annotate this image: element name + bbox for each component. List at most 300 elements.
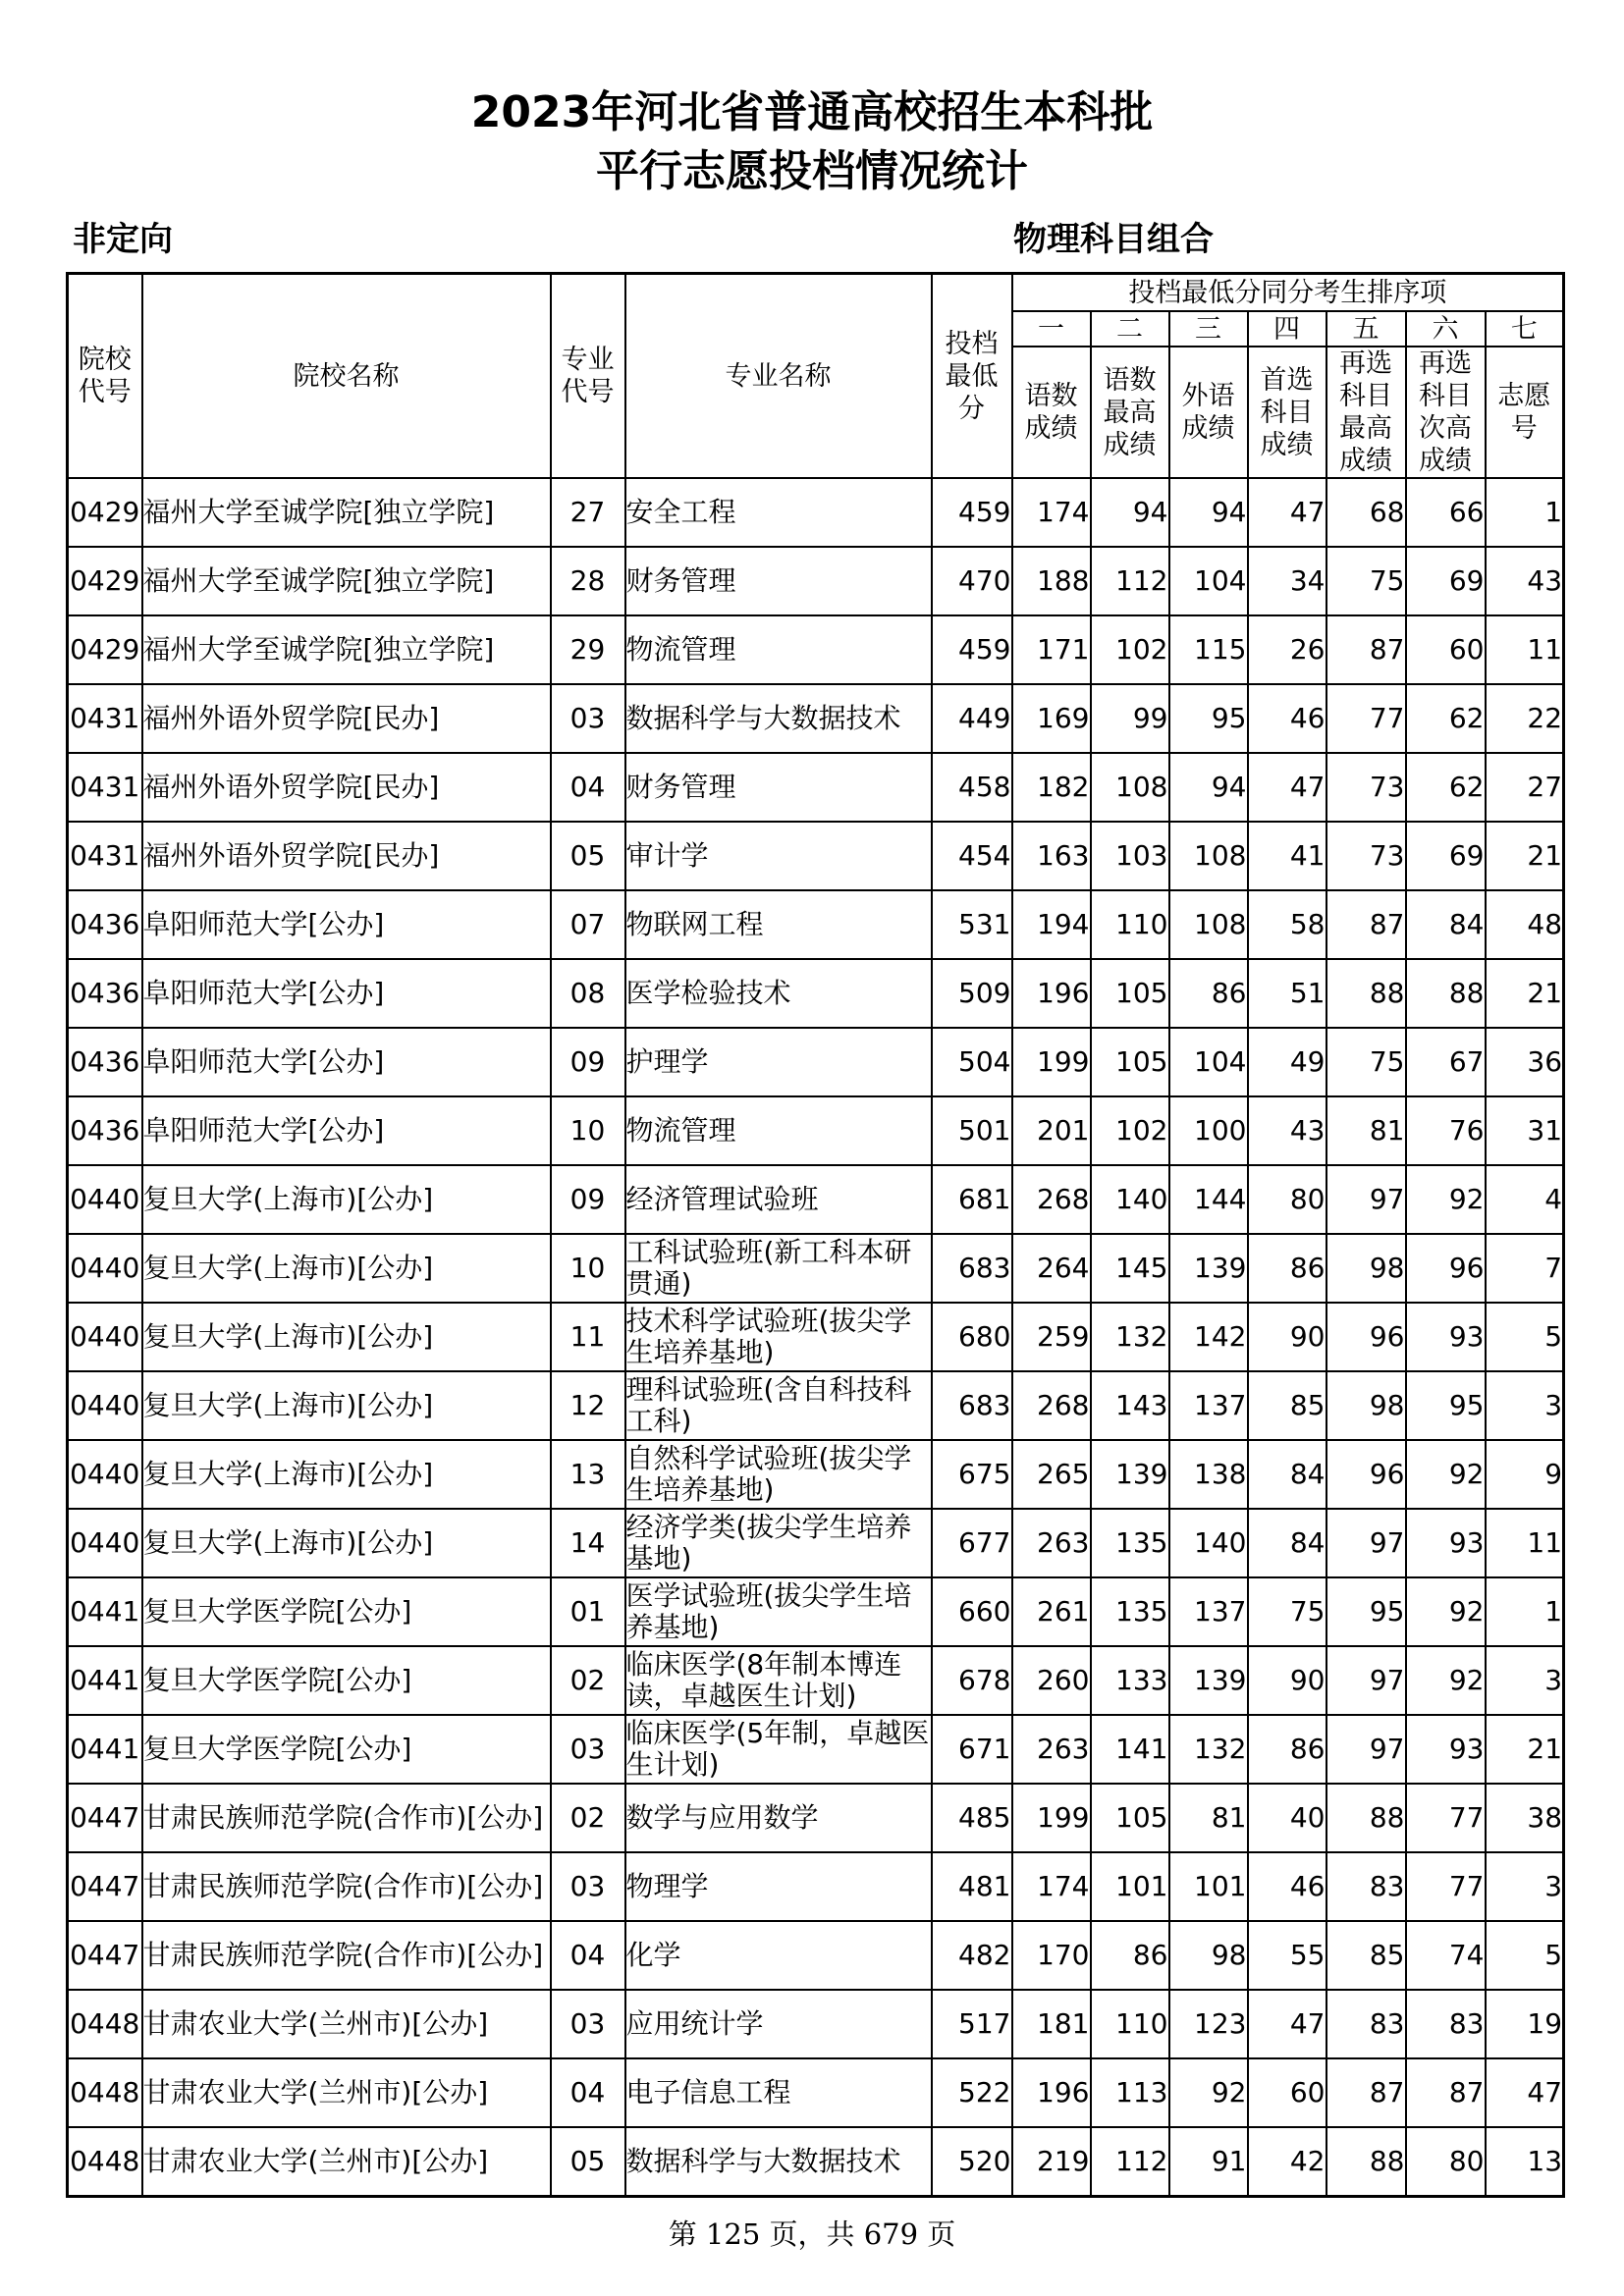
cell-chinese-math-max: 94: [1091, 478, 1169, 547]
cell-min-score: 531: [932, 890, 1012, 959]
cell-school-name: 甘肃民族师范学院(合作市)[公办]: [142, 1921, 551, 1990]
cell-major-code: 27: [551, 478, 625, 547]
cell-major-name: 经济管理试验班: [625, 1165, 932, 1234]
cell-chinese-math-max: 140: [1091, 1165, 1169, 1234]
cell-min-score: 677: [932, 1509, 1012, 1577]
cell-chinese-math-max: 139: [1091, 1440, 1169, 1509]
cell-school-name: 甘肃农业大学(兰州市)[公办]: [142, 2127, 551, 2196]
header-col-label: 志愿号: [1486, 347, 1564, 478]
cell-foreign-lang-score: 144: [1169, 1165, 1248, 1234]
table-row: [68, 684, 1564, 753]
cell-elective-max: 88: [1326, 959, 1406, 1028]
cell-foreign-lang-score: 104: [1169, 547, 1248, 615]
table-row: [68, 1509, 1564, 1577]
cell-min-score: 485: [932, 1784, 1012, 1852]
cell-major-code: 04: [551, 2058, 625, 2127]
cell-foreign-lang-score: 108: [1169, 890, 1248, 959]
cell-min-score: 671: [932, 1715, 1012, 1784]
cell-first-subject-score: 46: [1248, 684, 1326, 753]
cell-foreign-lang-score: 95: [1169, 684, 1248, 753]
cell-elective-max: 81: [1326, 1096, 1406, 1165]
cell-major-code: 10: [551, 1096, 625, 1165]
cell-chinese-math-score: 194: [1012, 890, 1091, 959]
table-row: [68, 1028, 1564, 1096]
cell-chinese-math-max: 145: [1091, 1234, 1169, 1303]
cell-elective-second: 88: [1406, 959, 1486, 1028]
cell-elective-second: 93: [1406, 1303, 1486, 1371]
page-title-line1: 2023年河北省普通高校招生本科批: [470, 87, 1154, 137]
header-col-num: 二: [1091, 311, 1169, 347]
cell-chinese-math-max: 102: [1091, 615, 1169, 684]
cell-major-name: 理科试验班(含自科技科工科): [625, 1371, 932, 1440]
cell-min-score: 509: [932, 959, 1012, 1028]
table-row: [68, 1165, 1564, 1234]
cell-major-code: 14: [551, 1509, 625, 1577]
cell-major-name: 临床医学(8年制本博连读，卓越医生计划): [625, 1646, 932, 1715]
header-col-num: 一: [1012, 311, 1091, 347]
cell-school-code: 0429: [68, 478, 142, 547]
cell-elective-second: 76: [1406, 1096, 1486, 1165]
cell-school-code: 0436: [68, 1096, 142, 1165]
cell-chinese-math-max: 105: [1091, 1784, 1169, 1852]
cell-foreign-lang-score: 94: [1169, 478, 1248, 547]
cell-elective-max: 98: [1326, 1371, 1406, 1440]
header-major-code: 专业代号: [551, 274, 625, 479]
table-row: [68, 1234, 1564, 1303]
cell-major-code: 07: [551, 890, 625, 959]
cell-min-score: 481: [932, 1852, 1012, 1921]
cell-major-name: 审计学: [625, 822, 932, 890]
cell-chinese-math-score: 174: [1012, 1852, 1091, 1921]
cell-school-name: 复旦大学医学院[公办]: [142, 1715, 551, 1784]
cell-preference-no: 1: [1486, 1577, 1564, 1646]
table-body: [68, 478, 1564, 2196]
cell-major-name: 自然科学试验班(拔尖学生培养基地): [625, 1440, 932, 1509]
cell-chinese-math-score: 259: [1012, 1303, 1091, 1371]
cell-major-name: 数据科学与大数据技术: [625, 2127, 932, 2196]
cell-school-code: 0448: [68, 2058, 142, 2127]
cell-chinese-math-score: 196: [1012, 959, 1091, 1028]
cell-school-code: 0441: [68, 1646, 142, 1715]
cell-foreign-lang-score: 91: [1169, 2127, 1248, 2196]
cell-chinese-math-max: 105: [1091, 1028, 1169, 1096]
cell-first-subject-score: 47: [1248, 753, 1326, 822]
cell-elective-max: 98: [1326, 1234, 1406, 1303]
cell-school-name: 复旦大学医学院[公办]: [142, 1646, 551, 1715]
cell-first-subject-score: 84: [1248, 1509, 1326, 1577]
cell-major-name: 财务管理: [625, 753, 932, 822]
cell-elective-second: 96: [1406, 1234, 1486, 1303]
page-title-line2: 平行志愿投档情况统计: [596, 146, 1028, 196]
cell-major-code: 09: [551, 1028, 625, 1096]
cell-foreign-lang-score: 140: [1169, 1509, 1248, 1577]
cell-chinese-math-max: 86: [1091, 1921, 1169, 1990]
cell-elective-second: 77: [1406, 1784, 1486, 1852]
cell-chinese-math-score: 196: [1012, 2058, 1091, 2127]
cell-major-name: 应用统计学: [625, 1990, 932, 2058]
cell-min-score: 675: [932, 1440, 1012, 1509]
subtitle-right: 物理科目组合: [1013, 220, 1214, 259]
cell-min-score: 681: [932, 1165, 1012, 1234]
cell-major-name: 物理学: [625, 1852, 932, 1921]
cell-first-subject-score: 75: [1248, 1577, 1326, 1646]
cell-elective-max: 88: [1326, 1784, 1406, 1852]
cell-major-name: 化学: [625, 1921, 932, 1990]
cell-elective-second: 92: [1406, 1165, 1486, 1234]
cell-chinese-math-score: 199: [1012, 1028, 1091, 1096]
cell-major-name: 工科试验班(新工科本研贯通): [625, 1234, 932, 1303]
cell-min-score: 459: [932, 615, 1012, 684]
cell-chinese-math-score: 169: [1012, 684, 1091, 753]
cell-preference-no: 5: [1486, 1921, 1564, 1990]
cell-min-score: 680: [932, 1303, 1012, 1371]
table-row: [68, 2127, 1564, 2196]
cell-chinese-math-score: 268: [1012, 1165, 1091, 1234]
cell-foreign-lang-score: 137: [1169, 1577, 1248, 1646]
table-row: [68, 1990, 1564, 2058]
cell-foreign-lang-score: 81: [1169, 1784, 1248, 1852]
cell-first-subject-score: 51: [1248, 959, 1326, 1028]
cell-major-name: 医学试验班(拔尖学生培养基地): [625, 1577, 932, 1646]
table-row: [68, 1715, 1564, 1784]
cell-school-name: 复旦大学(上海市)[公办]: [142, 1234, 551, 1303]
cell-school-name: 福州外语外贸学院[民办]: [142, 753, 551, 822]
cell-chinese-math-score: 174: [1012, 478, 1091, 547]
cell-major-code: 05: [551, 2127, 625, 2196]
cell-first-subject-score: 86: [1248, 1715, 1326, 1784]
table-row: [68, 822, 1564, 890]
cell-chinese-math-score: 181: [1012, 1990, 1091, 2058]
cell-school-name: 福州外语外贸学院[民办]: [142, 684, 551, 753]
cell-first-subject-score: 41: [1248, 822, 1326, 890]
header-col-num: 三: [1169, 311, 1248, 347]
cell-major-code: 12: [551, 1371, 625, 1440]
cell-major-code: 04: [551, 1921, 625, 1990]
cell-preference-no: 11: [1486, 615, 1564, 684]
cell-preference-no: 13: [1486, 2127, 1564, 2196]
cell-first-subject-score: 43: [1248, 1096, 1326, 1165]
cell-school-code: 0431: [68, 684, 142, 753]
cell-preference-no: 47: [1486, 2058, 1564, 2127]
cell-school-code: 0440: [68, 1165, 142, 1234]
cell-school-code: 0429: [68, 547, 142, 615]
cell-preference-no: 21: [1486, 822, 1564, 890]
table-row: [68, 1784, 1564, 1852]
cell-chinese-math-score: 268: [1012, 1371, 1091, 1440]
cell-preference-no: 5: [1486, 1303, 1564, 1371]
cell-school-name: 福州大学至诚学院[独立学院]: [142, 547, 551, 615]
cell-preference-no: 36: [1486, 1028, 1564, 1096]
header-col-num: 七: [1486, 311, 1564, 347]
header-col-num: 四: [1248, 311, 1326, 347]
cell-school-code: 0440: [68, 1303, 142, 1371]
cell-elective-second: 92: [1406, 1577, 1486, 1646]
cell-chinese-math-score: 219: [1012, 2127, 1091, 2196]
cell-elective-max: 88: [1326, 2127, 1406, 2196]
cell-school-code: 0447: [68, 1852, 142, 1921]
table-row: [68, 2058, 1564, 2127]
cell-min-score: 683: [932, 1234, 1012, 1303]
cell-school-name: 复旦大学(上海市)[公办]: [142, 1509, 551, 1577]
page-footer: 第 125 页，共 679 页: [668, 2217, 956, 2251]
cell-first-subject-score: 85: [1248, 1371, 1326, 1440]
cell-major-code: 03: [551, 1990, 625, 2058]
cell-min-score: 470: [932, 547, 1012, 615]
cell-chinese-math-max: 105: [1091, 959, 1169, 1028]
cell-foreign-lang-score: 137: [1169, 1371, 1248, 1440]
cell-chinese-math-max: 102: [1091, 1096, 1169, 1165]
cell-elective-max: 96: [1326, 1303, 1406, 1371]
cell-elective-max: 68: [1326, 478, 1406, 547]
table-row: [68, 1921, 1564, 1990]
cell-elective-max: 87: [1326, 2058, 1406, 2127]
cell-chinese-math-score: 265: [1012, 1440, 1091, 1509]
cell-school-code: 0447: [68, 1921, 142, 1990]
cell-elective-max: 75: [1326, 547, 1406, 615]
cell-foreign-lang-score: 100: [1169, 1096, 1248, 1165]
cell-elective-second: 92: [1406, 1440, 1486, 1509]
cell-major-name: 物流管理: [625, 615, 932, 684]
cell-chinese-math-score: 201: [1012, 1096, 1091, 1165]
cell-chinese-math-score: 163: [1012, 822, 1091, 890]
cell-chinese-math-max: 113: [1091, 2058, 1169, 2127]
table-row: [68, 1440, 1564, 1509]
cell-school-code: 0436: [68, 1028, 142, 1096]
cell-school-code: 0431: [68, 753, 142, 822]
cell-chinese-math-score: 263: [1012, 1509, 1091, 1577]
cell-school-code: 0448: [68, 2127, 142, 2196]
cell-chinese-math-max: 99: [1091, 684, 1169, 753]
cell-major-code: 08: [551, 959, 625, 1028]
cell-min-score: 683: [932, 1371, 1012, 1440]
cell-min-score: 501: [932, 1096, 1012, 1165]
cell-school-name: 福州大学至诚学院[独立学院]: [142, 615, 551, 684]
cell-school-name: 甘肃民族师范学院(合作市)[公办]: [142, 1784, 551, 1852]
cell-school-name: 复旦大学(上海市)[公办]: [142, 1440, 551, 1509]
cell-min-score: 458: [932, 753, 1012, 822]
cell-foreign-lang-score: 92: [1169, 2058, 1248, 2127]
table-row: [68, 1371, 1564, 1440]
cell-school-code: 0440: [68, 1371, 142, 1440]
cell-preference-no: 27: [1486, 753, 1564, 822]
cell-major-name: 临床医学(5年制，卓越医生计划): [625, 1715, 932, 1784]
cell-elective-second: 77: [1406, 1852, 1486, 1921]
cell-major-code: 13: [551, 1440, 625, 1509]
cell-preference-no: 3: [1486, 1371, 1564, 1440]
cell-major-code: 28: [551, 547, 625, 615]
cell-elective-second: 60: [1406, 615, 1486, 684]
cell-first-subject-score: 58: [1248, 890, 1326, 959]
cell-chinese-math-score: 199: [1012, 1784, 1091, 1852]
cell-major-code: 11: [551, 1303, 625, 1371]
cell-chinese-math-max: 101: [1091, 1852, 1169, 1921]
table-row: [68, 1577, 1564, 1646]
cell-preference-no: 31: [1486, 1096, 1564, 1165]
cell-foreign-lang-score: 108: [1169, 822, 1248, 890]
cell-first-subject-score: 55: [1248, 1921, 1326, 1990]
cell-school-name: 甘肃农业大学(兰州市)[公办]: [142, 2058, 551, 2127]
cell-first-subject-score: 90: [1248, 1646, 1326, 1715]
cell-first-subject-score: 34: [1248, 547, 1326, 615]
cell-elective-max: 77: [1326, 684, 1406, 753]
cell-first-subject-score: 42: [1248, 2127, 1326, 2196]
cell-elective-second: 62: [1406, 684, 1486, 753]
cell-elective-max: 73: [1326, 753, 1406, 822]
header-col-label: 再选科目次高成绩: [1406, 347, 1486, 478]
cell-chinese-math-max: 132: [1091, 1303, 1169, 1371]
cell-major-name: 物流管理: [625, 1096, 932, 1165]
cell-major-name: 安全工程: [625, 478, 932, 547]
cell-school-code: 0440: [68, 1509, 142, 1577]
header-col-label: 再选科目最高成绩: [1326, 347, 1406, 478]
cell-preference-no: 22: [1486, 684, 1564, 753]
cell-school-name: 复旦大学(上海市)[公办]: [142, 1371, 551, 1440]
cell-preference-no: 3: [1486, 1646, 1564, 1715]
table-row: [68, 890, 1564, 959]
header-col-num: 六: [1406, 311, 1486, 347]
cell-chinese-math-score: 264: [1012, 1234, 1091, 1303]
cell-school-name: 阜阳师范大学[公办]: [142, 1096, 551, 1165]
cell-chinese-math-score: 261: [1012, 1577, 1091, 1646]
cell-min-score: 504: [932, 1028, 1012, 1096]
cell-min-score: 522: [932, 2058, 1012, 2127]
table-row: [68, 753, 1564, 822]
header-col-num: 五: [1326, 311, 1406, 347]
cell-school-code: 0448: [68, 1990, 142, 2058]
cell-foreign-lang-score: 115: [1169, 615, 1248, 684]
cell-major-code: 29: [551, 615, 625, 684]
cell-first-subject-score: 80: [1248, 1165, 1326, 1234]
cell-min-score: 517: [932, 1990, 1012, 2058]
cell-major-code: 09: [551, 1165, 625, 1234]
cell-elective-max: 83: [1326, 1852, 1406, 1921]
cell-first-subject-score: 84: [1248, 1440, 1326, 1509]
header-major-name: 专业名称: [625, 274, 932, 479]
cell-elective-max: 87: [1326, 890, 1406, 959]
cell-school-code: 0436: [68, 959, 142, 1028]
cell-foreign-lang-score: 139: [1169, 1234, 1248, 1303]
cell-major-code: 03: [551, 1852, 625, 1921]
cell-chinese-math-max: 143: [1091, 1371, 1169, 1440]
cell-school-code: 0431: [68, 822, 142, 890]
cell-chinese-math-score: 260: [1012, 1646, 1091, 1715]
cell-preference-no: 11: [1486, 1509, 1564, 1577]
cell-foreign-lang-score: 142: [1169, 1303, 1248, 1371]
cell-major-code: 02: [551, 1646, 625, 1715]
cell-elective-second: 84: [1406, 890, 1486, 959]
cell-elective-second: 67: [1406, 1028, 1486, 1096]
header-school-name: 院校名称: [142, 274, 551, 479]
cell-min-score: 678: [932, 1646, 1012, 1715]
cell-major-name: 数据科学与大数据技术: [625, 684, 932, 753]
header-min-score: 投档最低分: [932, 274, 1012, 479]
cell-foreign-lang-score: 94: [1169, 753, 1248, 822]
cell-chinese-math-max: 108: [1091, 753, 1169, 822]
header-school-code: 院校代号: [68, 274, 142, 479]
cell-preference-no: 43: [1486, 547, 1564, 615]
cell-first-subject-score: 86: [1248, 1234, 1326, 1303]
cell-school-code: 0436: [68, 890, 142, 959]
cell-preference-no: 9: [1486, 1440, 1564, 1509]
cell-preference-no: 21: [1486, 959, 1564, 1028]
cell-elective-max: 85: [1326, 1921, 1406, 1990]
cell-major-name: 护理学: [625, 1028, 932, 1096]
cell-elective-second: 93: [1406, 1509, 1486, 1577]
cell-chinese-math-max: 103: [1091, 822, 1169, 890]
cell-chinese-math-max: 141: [1091, 1715, 1169, 1784]
cell-school-code: 0447: [68, 1784, 142, 1852]
cell-foreign-lang-score: 86: [1169, 959, 1248, 1028]
cell-chinese-math-max: 112: [1091, 547, 1169, 615]
cell-preference-no: 48: [1486, 890, 1564, 959]
cell-major-code: 02: [551, 1784, 625, 1852]
cell-min-score: 520: [932, 2127, 1012, 2196]
cell-school-name: 阜阳师范大学[公办]: [142, 959, 551, 1028]
cell-elective-second: 80: [1406, 2127, 1486, 2196]
cell-chinese-math-max: 135: [1091, 1577, 1169, 1646]
cell-first-subject-score: 47: [1248, 478, 1326, 547]
table-row: [68, 1303, 1564, 1371]
cell-chinese-math-score: 188: [1012, 547, 1091, 615]
cell-elective-second: 83: [1406, 1990, 1486, 2058]
cell-major-code: 10: [551, 1234, 625, 1303]
table-row: [68, 959, 1564, 1028]
cell-elective-max: 87: [1326, 615, 1406, 684]
cell-foreign-lang-score: 104: [1169, 1028, 1248, 1096]
cell-major-name: 物联网工程: [625, 890, 932, 959]
cell-chinese-math-score: 171: [1012, 615, 1091, 684]
cell-foreign-lang-score: 132: [1169, 1715, 1248, 1784]
cell-preference-no: 3: [1486, 1852, 1564, 1921]
header-tiebreak-group: 投档最低分同分考生排序项: [1012, 274, 1564, 312]
cell-elective-second: 69: [1406, 822, 1486, 890]
cell-first-subject-score: 46: [1248, 1852, 1326, 1921]
cell-elective-second: 69: [1406, 547, 1486, 615]
cell-school-code: 0441: [68, 1577, 142, 1646]
cell-elective-second: 62: [1406, 753, 1486, 822]
cell-school-name: 复旦大学(上海市)[公办]: [142, 1165, 551, 1234]
cell-major-name: 经济学类(拔尖学生培养基地): [625, 1509, 932, 1577]
cell-school-name: 阜阳师范大学[公办]: [142, 1028, 551, 1096]
cell-chinese-math-score: 182: [1012, 753, 1091, 822]
cell-foreign-lang-score: 138: [1169, 1440, 1248, 1509]
table-row: [68, 478, 1564, 547]
table-row: [68, 547, 1564, 615]
cell-preference-no: 4: [1486, 1165, 1564, 1234]
header-col-label: 首选科目成绩: [1248, 347, 1326, 478]
cell-min-score: 454: [932, 822, 1012, 890]
cell-elective-max: 83: [1326, 1990, 1406, 2058]
admission-table: [66, 272, 1565, 2198]
cell-first-subject-score: 47: [1248, 1990, 1326, 2058]
cell-first-subject-score: 26: [1248, 615, 1326, 684]
cell-school-name: 福州外语外贸学院[民办]: [142, 822, 551, 890]
cell-elective-second: 95: [1406, 1371, 1486, 1440]
cell-school-name: 复旦大学(上海市)[公办]: [142, 1303, 551, 1371]
cell-elective-second: 74: [1406, 1921, 1486, 1990]
cell-school-code: 0440: [68, 1234, 142, 1303]
cell-min-score: 449: [932, 684, 1012, 753]
cell-school-code: 0441: [68, 1715, 142, 1784]
cell-major-name: 财务管理: [625, 547, 932, 615]
cell-chinese-math-score: 263: [1012, 1715, 1091, 1784]
cell-elective-max: 75: [1326, 1028, 1406, 1096]
cell-foreign-lang-score: 101: [1169, 1852, 1248, 1921]
cell-school-name: 甘肃民族师范学院(合作市)[公办]: [142, 1852, 551, 1921]
header-col-label: 语数成绩: [1012, 347, 1091, 478]
cell-elective-max: 97: [1326, 1509, 1406, 1577]
cell-preference-no: 38: [1486, 1784, 1564, 1852]
